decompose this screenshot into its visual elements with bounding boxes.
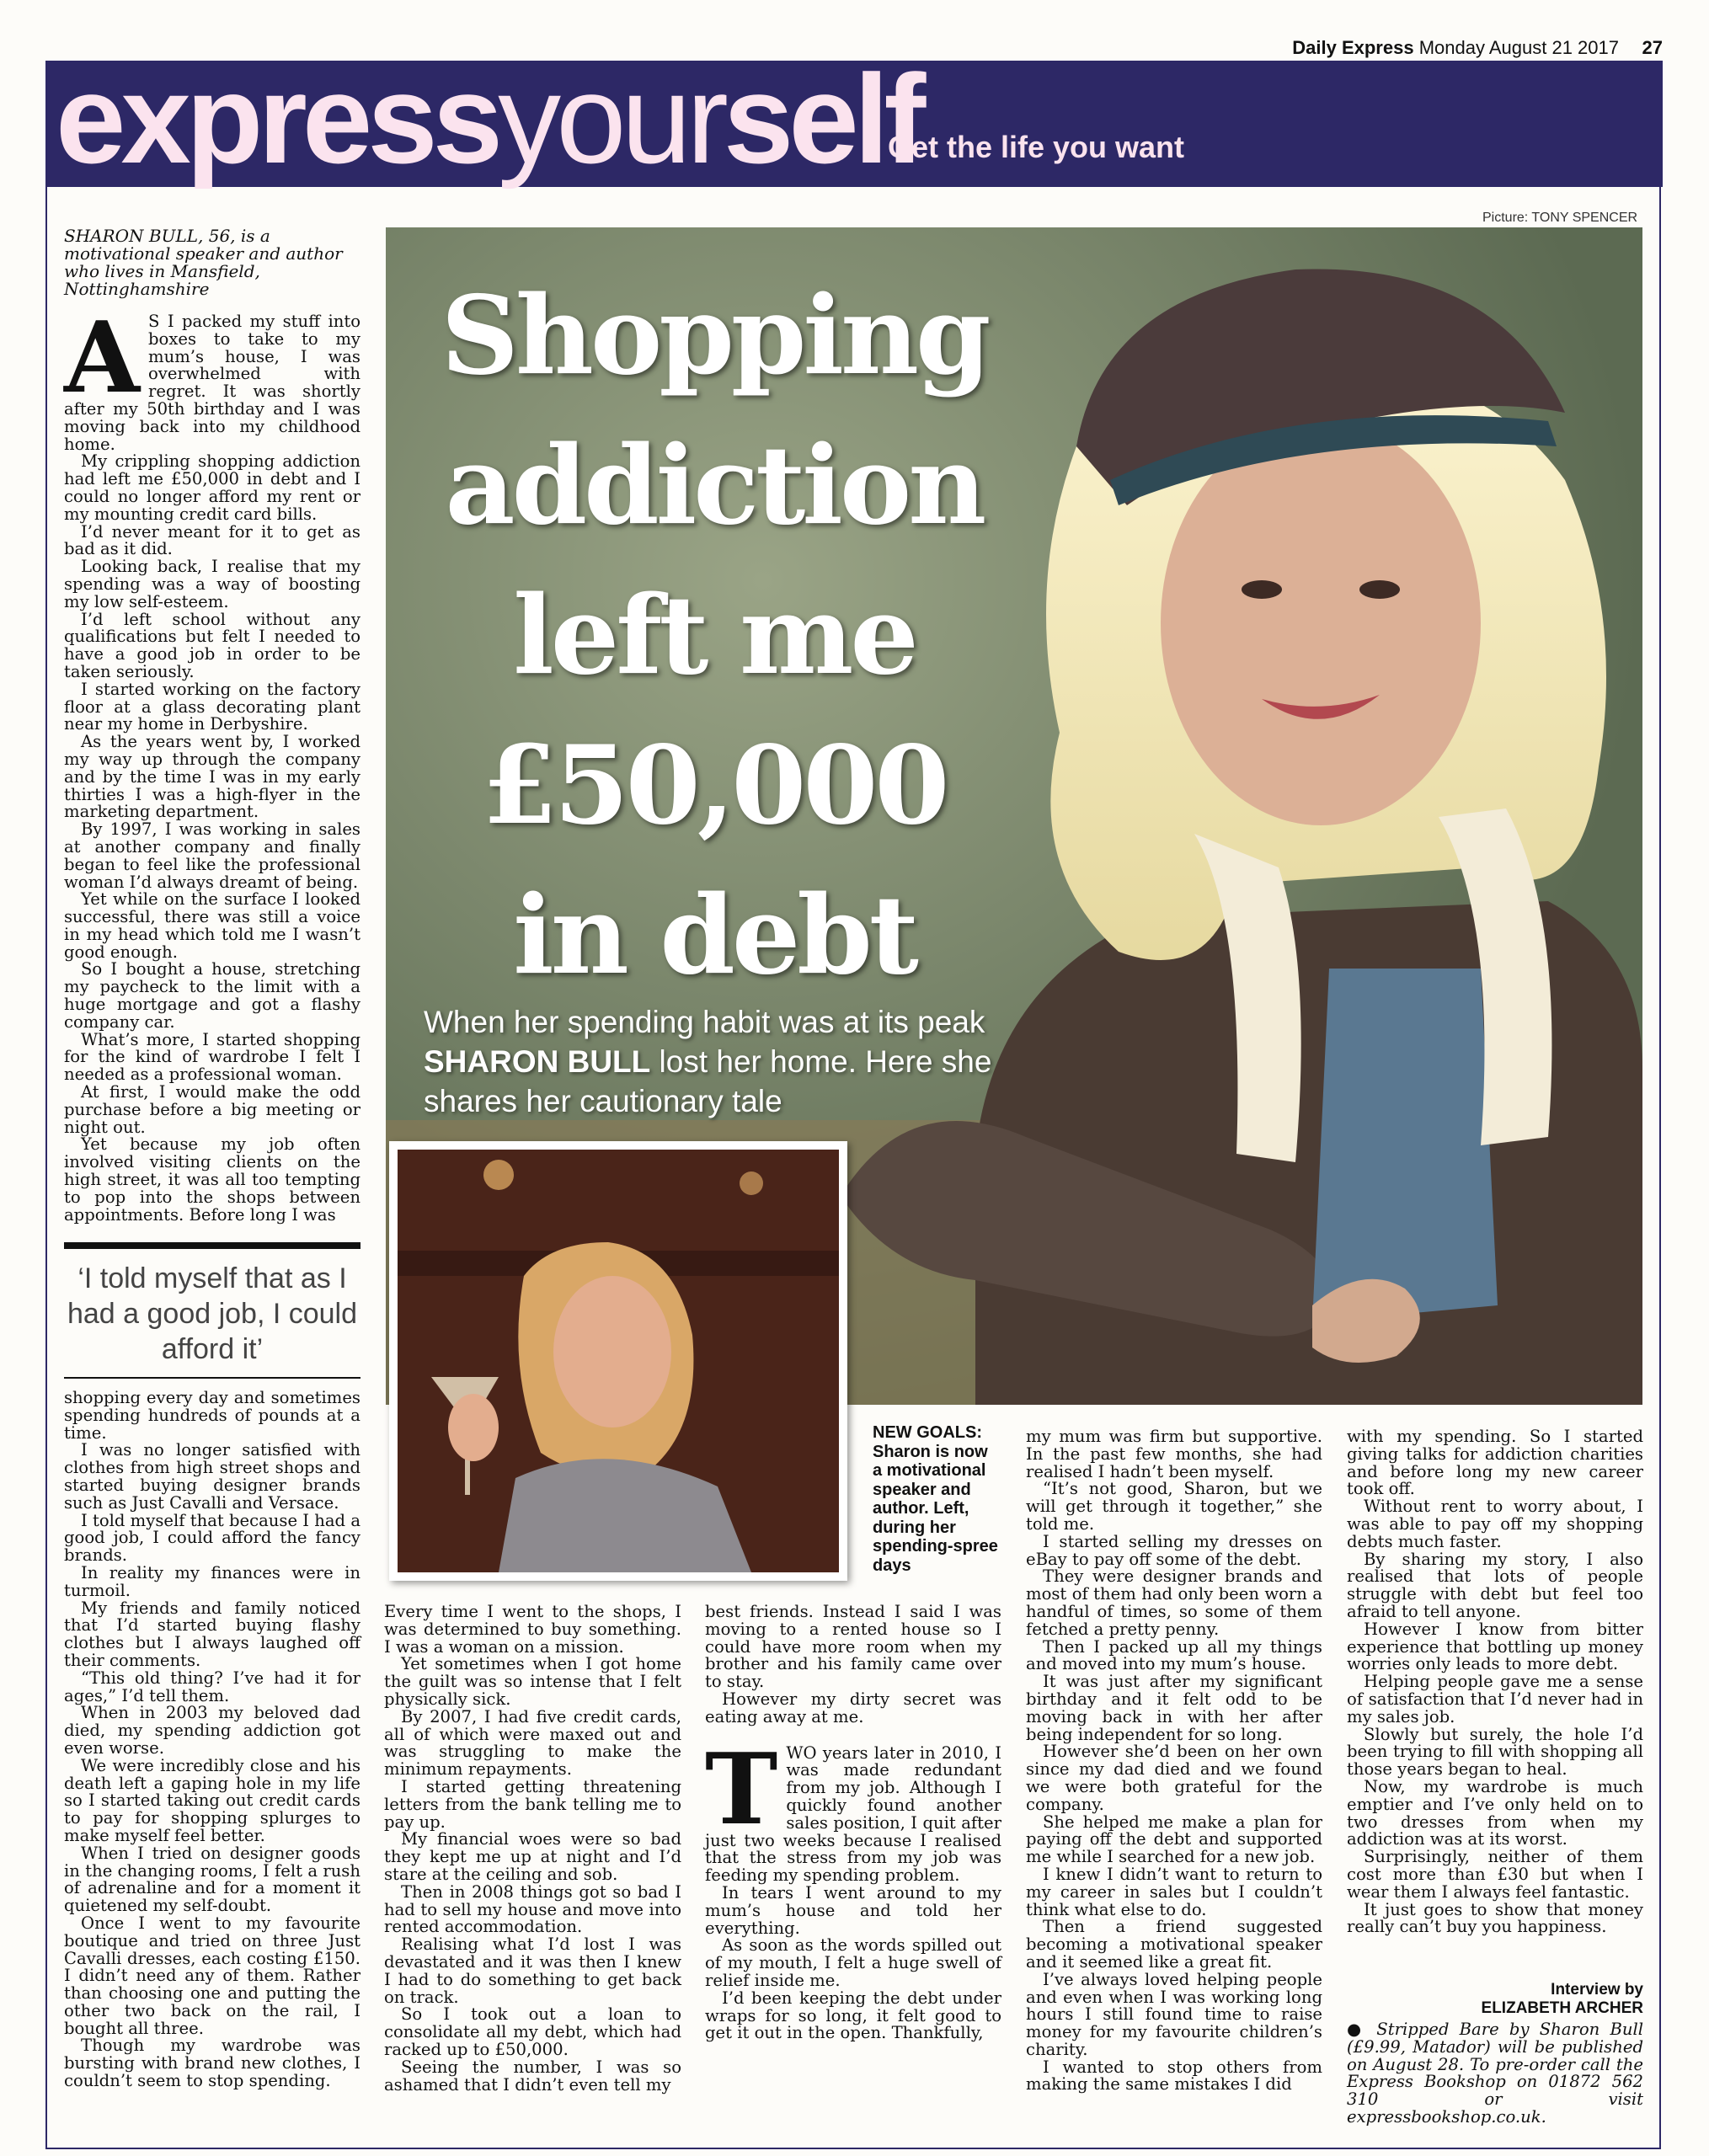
article-column-4: [1026, 1428, 1322, 2094]
paragraph: Now, my wardrobe is much emptier and I’ve only held on to two dresses from when my addiction was at its worst.: [1347, 1776, 1643, 1849]
issue-date: Monday August 21 2017: [1418, 37, 1619, 58]
paragraph: I told myself that because I had a good job, I could afford the fancy brands.: [64, 1510, 361, 1566]
paragraph: At first, I would make the odd purchase before a big meeting or night out.: [64, 1082, 360, 1137]
paragraph: Then a friend suggested becoming a motivational speaker and it seemed like a great fit.: [1026, 1917, 1322, 1972]
paragraph: I’d been keeping the debt under wraps for so long, it felt good to get it out in the open. Thankfully,: [705, 1988, 1001, 2043]
paragraph: However I know from bitter experience that bottling up money worries only leads to more debt.: [1347, 1619, 1643, 1674]
headline-line: in debt: [513, 873, 916, 999]
article-column-2: [384, 1604, 681, 2094]
paragraph: Looking back, I realise that my spending was a way of boosting my low self-esteem.: [64, 557, 360, 611]
author-intro: SHARON BULL, 56, is a motivational speaker and author who lives in Mansfield, Nottinghamshire: [64, 226, 343, 299]
paragraph: Realising what I’d lost I was devastated and it was then I knew I had to do something to get back on track.: [384, 1935, 681, 2007]
inset-photo: [389, 1141, 847, 1581]
byline-author: ELIZABETH ARCHER: [1481, 1999, 1643, 2017]
headline-line: Shopping: [441, 273, 988, 399]
paragraph: Yet while on the surface I looked successful, there was still a voice in my head which told me I wasn’t good enough.: [64, 889, 360, 962]
paragraph: I’ve always loved helping people and even when I was working long hours I still found time to raise money for my favourite children’s charity.: [1026, 1969, 1322, 2059]
paragraph: In reality my finances were in turmoil.: [64, 1562, 360, 1600]
paragraph: As the years went by, I worked my way up through the company and by the time I was in my early thirties I was a high-flyer in the marketing department.: [64, 732, 360, 822]
section-title-express: express: [56, 48, 499, 189]
paragraph: It just goes to show that money really can’t buy you happiness.: [1347, 1899, 1643, 1937]
byline-label: Interview by: [1551, 1981, 1643, 1999]
paragraph: Yet sometimes when I got home the guilt was so intense that I felt physically sick.: [384, 1654, 681, 1709]
paragraph: “This old thing? I’ve had it for ages,” I’d tell them.: [64, 1668, 360, 1705]
paragraph: A S I packed my stuff into boxes to take to my mum’s house, I was overwhelmed with regret. It was shortly after my 50th birthday and I was moving back into my childhood home.: [64, 301, 360, 454]
photo-credit: Picture: TONY SPENCER: [1482, 211, 1638, 225]
article-column-1-continued: [64, 1390, 360, 2090]
paragraph: So I took out a loan to consolidate all my debt, which had racked up to £50,000.: [384, 2004, 681, 2059]
paragraph: TWO years later in 2010, I was made redundant from my job. Although I quickly found another sales position, I quit after just two weeks because I realised that the stress from my job was feeding my spending problem.: [705, 1732, 1001, 1886]
paragraph: Slowly but surely, the hole I’d been trying to fill with shopping all those years began to heal.: [1347, 1724, 1643, 1780]
paragraph: Though my wardrobe was bursting with brand new clothes, I couldn’t seem to stop spending.: [64, 2036, 360, 2091]
paragraph: However my dirty secret was eating away at me.: [705, 1689, 1001, 1726]
paragraph: However she’d been on her own since my dad died and we found we were both grateful for the company.: [1026, 1742, 1322, 1814]
paragraph: I started working on the factory floor at a glass decorating plant near my home in Derbyshire.: [64, 679, 360, 734]
paragraph: Without rent to worry about, I was able to pay off my shopping debts much faster.: [1347, 1497, 1643, 1551]
paragraph: I started getting threatening letters from the bank telling me to pay up.: [384, 1776, 681, 1832]
section-title-self: self: [723, 48, 921, 189]
section-tagline: Get the life you want: [888, 130, 1185, 164]
standfirst-name: SHARON BULL: [424, 1044, 651, 1079]
paragraph: Helping people gave me a sense of satisfaction that I’d never had in my sales job.: [1347, 1672, 1643, 1726]
byline: [1347, 1981, 1643, 2018]
paragraph: “It’s not good, Sharon, but we will get through it together,” she told me.: [1026, 1479, 1322, 1534]
standfirst: When her spending habit was at its peak SHARON BULL lost her home. Here she shares her cautionary tale: [424, 1005, 992, 1118]
paragraph: It was just after my significant birthday and it felt odd to be moving back in with her after being independent for so long.: [1026, 1672, 1322, 1744]
paragraph: Every time I went to the shops, I was determined to buy something. I was a woman on a mission.: [384, 1602, 681, 1657]
headline-line: £50,000: [482, 723, 947, 849]
article-column-1: [64, 301, 360, 1225]
paragraph: Yet because my job often involved visiting clients on the high street, it was all too tempting to pop into the shops between appointments. Before long I was: [64, 1134, 360, 1225]
article-column-5: [1347, 1428, 1643, 1936]
paragraph: I started selling my dresses on eBay to pay off some of the debt.: [1026, 1531, 1322, 1569]
paragraph: By 1997, I was working in sales at another company and finally began to feel like the professional woman I’d always dreamt of being.: [64, 819, 360, 892]
paper-name: Daily Express: [1292, 37, 1414, 58]
headline: [386, 261, 1043, 1011]
paragraph: Then I packed up all my things and moved into my mum’s house.: [1026, 1636, 1322, 1674]
headline-line: addiction: [445, 423, 984, 549]
quote-rule-bottom: [64, 1377, 360, 1379]
paragraph: What’s more, I started shopping for the kind of wardrobe I felt I needed as a professional woman.: [64, 1029, 360, 1085]
paragraph: In tears I went around to my mum’s house and told her everything.: [705, 1882, 1001, 1938]
paragraph: My friends and family noticed that I’d started buying flashy clothes but I always laughed off their comments.: [64, 1598, 360, 1670]
paragraph: My crippling shopping addiction had left me £50,000 in debt and I could no longer afford my rent or my mounting credit card bills.: [64, 451, 360, 524]
paper-dateline: [1292, 37, 1619, 59]
paragraph: Once I went to my favourite boutique and tried on three Just Cavalli dresses, each costing £150. I didn’t need any of them. Rather than choosing one and putting the other two back on the rail, I bought all three.: [64, 1913, 360, 2038]
article-column-3: [705, 1604, 1001, 2042]
paragraph: She helped me make a plan for paying off the debt and supported me while I searched for a new job.: [1026, 1812, 1322, 1867]
paragraph: So I bought a house, stretching my paycheck to the limit with a huge mortgage and got a flashy company car.: [64, 959, 360, 1032]
section-masthead: [45, 48, 1663, 189]
drop-cap: T: [705, 1732, 778, 1847]
paragraph: my mum was firm but supportive. In the past few months, she had realised I hadn’t been myself.: [1026, 1427, 1322, 1481]
paragraph: best friends. Instead I said I was moving to a rented house so I could have more room when my brother and his family came over to stay.: [705, 1602, 1001, 1692]
paragraph: I knew I didn’t want to return to my career in sales but I couldn’t think what else to do.: [1026, 1864, 1322, 1919]
paragraph: I was no longer satisfied with clothes from high street shops and started buying designer brands such as Just Cavalli and Versace.: [64, 1440, 360, 1513]
inset-illustration: [398, 1150, 839, 1572]
paragraph: Surprisingly, neither of them cost more than £30 but when I wear them I always feel fantastic.: [1347, 1847, 1643, 1902]
pull-quote-text: ‘I told myself that as I had a good job, I could afford it’: [67, 1262, 358, 1365]
paragraph: I’d never meant for it to get as bad as it did.: [64, 521, 360, 559]
paragraph: My financial woes were so bad they kept me up at night and I’d stare at the ceiling and sob.: [384, 1829, 681, 1884]
pull-quote: [64, 1242, 360, 1379]
photo-caption: NEW GOALS: Sharon is now a motivational speaker and author. Left, during her spending-spree days: [873, 1423, 998, 1575]
paragraph: Then in 2008 things got so bad I had to sell my house and move into rented accommodation.: [384, 1881, 681, 1937]
quote-rule-top: [64, 1242, 360, 1249]
paragraph: By 2007, I had five credit cards, all of which were maxed out and was struggling to make the minimum repayments.: [384, 1706, 681, 1780]
paragraph: Seeing the number, I was so ashamed that I didn’t even tell my: [384, 2057, 681, 2095]
paragraph: shopping every day and sometimes spending hundreds of pounds at a time.: [64, 1388, 360, 1443]
paragraph: I’d left school without any qualifications but felt I needed to have a good job in order to be taken seriously.: [64, 609, 360, 681]
book-promo-note: ● Stripped Bare by Sharon Bull (£9.99, Matador) will be published on August 28. To pre-order call the Express Bookshop on 01872 562 310 or visit expressbookshop.co.uk.: [1347, 2020, 1643, 2127]
paragraph: When I tried on designer goods in the changing rooms, I felt a rush of adrenaline and for a moment it quietened my self-doubt.: [64, 1843, 360, 1916]
section-title-your: your: [498, 48, 724, 189]
paragraph: with my spending. So I started giving talks for addiction charities and before long my new career took off.: [1347, 1427, 1643, 1499]
paragraph: When in 2003 my beloved dad died, my spending addiction got even worse.: [64, 1703, 360, 1758]
drop-cap: A: [64, 301, 141, 415]
paragraph: By sharing my story, I also realised that lots of people struggle with debt but feel too afraid to tell anyone.: [1347, 1549, 1643, 1621]
headline-line: left me: [513, 573, 916, 699]
paragraph: As soon as the words spilled out of my mouth, I felt a huge swell of relief inside me.: [705, 1935, 1001, 1990]
inset-photo-image: [398, 1150, 839, 1572]
section-title: [56, 48, 921, 189]
paragraph: I wanted to stop others from making the same mistakes I did: [1026, 2057, 1322, 2095]
paragraph: We were incredibly close and his death left a gaping hole in my life so I started taking out credit cards to pay for shopping splurges to make myself feel better.: [64, 1755, 360, 1845]
page-number: 27: [1642, 37, 1663, 58]
paragraph: They were designer brands and most of them had only been worn a handful of times, so some of them fetched a pretty penny.: [1026, 1566, 1322, 1639]
